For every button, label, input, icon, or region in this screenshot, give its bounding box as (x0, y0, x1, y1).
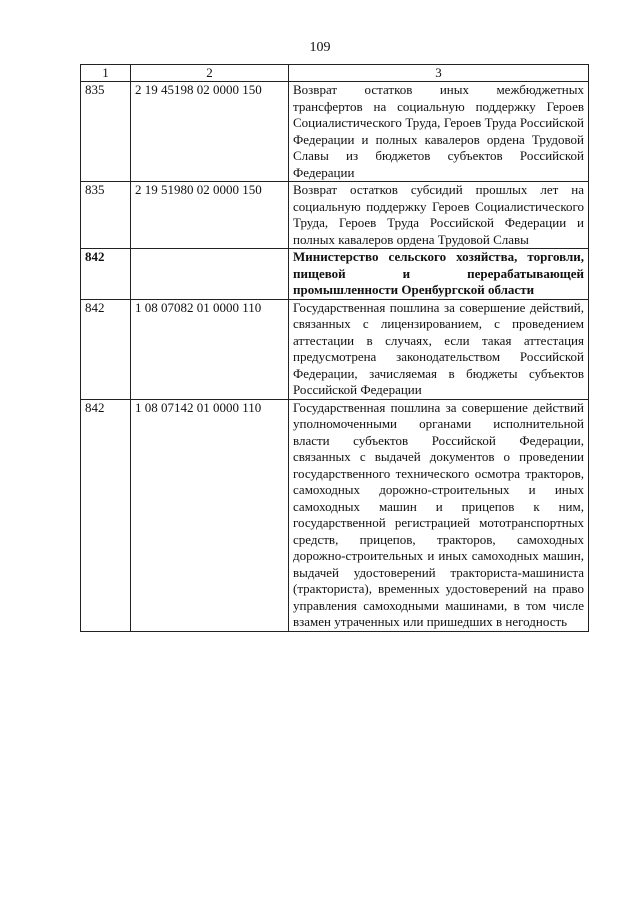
description-cell: Возврат остатков субсидий прошлых лет на социальную поддержку Героев Социалистического Труда, Героев Труда Российской Федерации и полных кавалеров ордена Трудовой Славы (289, 182, 589, 249)
revenue-codes-table (80, 64, 589, 632)
admin-code-cell: 835 (81, 82, 131, 182)
kbk-code-cell (131, 249, 289, 300)
admin-code-cell: 835 (81, 182, 131, 249)
description-cell: Государственная пошлина за совершение действий уполномоченными органами исполнительной власти субъектов Российской Федерации, связанных с выдачей документов о проведении государственного технического осмотра тракторов, самоходных дорожно-строительных и иных самоходных машин и прицепов к ним, государственной регистрацией мототранспортных средств, прицепов, тракторов, самоходных дорожно-строительных и иных самоходных машин, выдачей удостоверений тракториста-машиниста (тракториста), временных удостоверений на право управления самоходными машинами, в том числе взамен утраченных или пришедших в негодность (289, 399, 589, 631)
table-row (81, 182, 589, 249)
header-col-2: 2 (131, 65, 289, 82)
kbk-code-cell: 1 08 07142 01 0000 110 (131, 399, 289, 631)
table-row (81, 299, 589, 399)
admin-code-cell: 842 (81, 249, 131, 300)
description-cell: Возврат остатков иных межбюджетных трансфертов на социальную поддержку Героев Социалистического Труда, Героев Труда Российской Федерации и полных кавалеров ордена Трудовой Славы из бюджетов субъектов Российской Федерации (289, 82, 589, 182)
kbk-code-cell: 1 08 07082 01 0000 110 (131, 299, 289, 399)
page-number: 109 (309, 40, 331, 55)
table-row (81, 82, 589, 182)
header-col-1: 1 (81, 65, 131, 82)
description-cell: Государственная пошлина за совершение действий, связанных с лицензированием, с проведением аттестации в случаях, если такая аттестация предусмотрена законодательством Российской Федерации, зачисляемая в бюджеты субъектов Российской Федерации (289, 299, 589, 399)
table-row (81, 399, 589, 631)
table-header-row (81, 65, 589, 82)
ministry-name-cell: Министерство сельского хозяйства, торговли, пищевой и перерабатывающей промышленности Оренбургской области (289, 249, 589, 300)
kbk-code-cell: 2 19 51980 02 0000 150 (131, 182, 289, 249)
header-col-3: 3 (289, 65, 589, 82)
admin-code-cell: 842 (81, 399, 131, 631)
table-row-section-heading (81, 249, 589, 300)
admin-code-cell: 842 (81, 299, 131, 399)
kbk-code-cell: 2 19 45198 02 0000 150 (131, 82, 289, 182)
